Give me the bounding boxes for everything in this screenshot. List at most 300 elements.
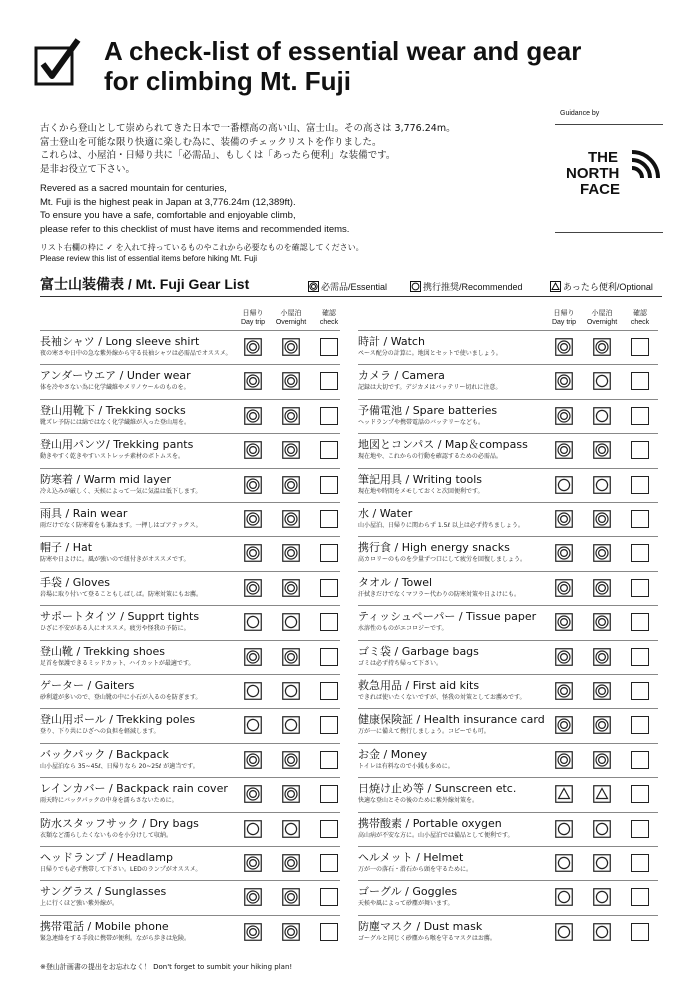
- check-box[interactable]: [631, 476, 649, 494]
- check-box[interactable]: [320, 785, 338, 803]
- gear-item-name: レインカバー / Backpack rain cover: [40, 782, 228, 796]
- intro-jp-line: 古くから登山として崇められてきた日本で一番標高の高い山、富士山。その高さは 3,776.24m。: [40, 123, 456, 134]
- gear-item-description: 体を冷やさない為に化学繊維やメリノウールのものを。: [40, 384, 190, 392]
- overnight-essential-icon: [593, 682, 611, 700]
- gear-item: [358, 915, 658, 949]
- gear-item: [40, 640, 340, 674]
- col-check-en-label: check: [630, 319, 650, 326]
- gear-item-description: 靴ズレ予防には綿ではなく化学繊維が入った登山用を。: [40, 418, 191, 426]
- check-box[interactable]: [320, 648, 338, 666]
- gear-item-description: 防寒や日よけに。風が強いので紐付きがオススメです。: [40, 556, 190, 564]
- gear-item: [358, 640, 658, 674]
- row-divider: [40, 846, 340, 847]
- check-box[interactable]: [631, 785, 649, 803]
- gear-item: [358, 502, 658, 536]
- check-box[interactable]: [320, 820, 338, 838]
- gear-item-name: 筆記用具 / Writing tools: [358, 472, 483, 486]
- overnight-recommended-icon: [282, 716, 300, 734]
- gear-item-description: 砂利道が多いので、登山靴の中に小石が入るのを防ぎます。: [40, 694, 202, 701]
- row-divider: [358, 915, 658, 916]
- gear-item-description: 冷え込みが厳しく、天候によって一気に気温は低下します。: [40, 487, 202, 495]
- gear-item: [358, 880, 658, 914]
- intro-japanese: [40, 122, 540, 176]
- row-divider: [40, 330, 340, 331]
- gear-item-description: 雨だけでなく防寒着をも兼ねます。一押しはゴアテックス。: [40, 522, 202, 529]
- row-divider: [358, 468, 658, 469]
- row-divider: [358, 812, 658, 813]
- row-divider: [358, 743, 658, 744]
- gear-item-name: 救急用品 / First aid kits: [358, 679, 480, 692]
- gear-item-description: 足首を保護できるミッドカット、ハイカットが最適です。: [40, 659, 195, 667]
- row-divider: [40, 812, 340, 813]
- gear-item: [358, 468, 658, 502]
- gear-item: [40, 915, 340, 949]
- gear-item-description: 雨天時にバックパックの中身を濡らさないために。: [40, 797, 178, 805]
- day-trip-recommended-icon: [555, 923, 573, 941]
- gear-item-name: 雨具 / Rain wear: [40, 507, 128, 520]
- gear-item-name: カメラ / Camera: [358, 369, 445, 383]
- col-overnight-en-label: Overnight: [586, 319, 618, 326]
- legend-recommended-label: 携行推奨/Recommended: [423, 282, 523, 292]
- row-divider: [40, 708, 340, 709]
- gear-item: [358, 708, 658, 742]
- brand-line-3: FACE: [580, 181, 621, 198]
- col-overnight-label: 小屋泊: [280, 310, 302, 317]
- day-trip-essential-icon: [244, 854, 262, 872]
- check-box[interactable]: [631, 648, 649, 666]
- gear-item-description: 緊急連絡をする手段に携帯が便利。ながら歩きは危険。: [40, 934, 191, 942]
- gear-item-name: 手袋 / Gloves: [40, 575, 111, 589]
- check-box[interactable]: [631, 923, 649, 941]
- check-box[interactable]: [631, 854, 649, 872]
- col-head-overnight-right: [582, 309, 622, 327]
- overnight-recommended-icon: [282, 613, 300, 631]
- day-trip-recommended-icon: [555, 888, 573, 906]
- gear-item-name: 携帯酸素 / Portable oxygen: [358, 816, 502, 830]
- intro-jp-line: これらは、小屋泊・日帰り共に「必需品」、もしくは「あったら便利」な装備です。: [40, 150, 396, 161]
- col-head-day-left: [233, 309, 273, 327]
- intro-text: [40, 122, 540, 264]
- essential-icon: [308, 281, 319, 292]
- row-divider: [358, 330, 658, 331]
- overnight-essential-icon: [282, 785, 300, 803]
- col-head-check-left: [309, 309, 349, 327]
- legend-optional: [550, 280, 653, 293]
- check-box[interactable]: [631, 372, 649, 390]
- day-trip-essential-icon: [244, 372, 262, 390]
- col-check-label: 確認: [633, 310, 647, 317]
- check-box[interactable]: [320, 716, 338, 734]
- gear-item-description: ヘッドランプや携帯電話のバッテリーなども。: [358, 418, 485, 426]
- overnight-essential-icon: [593, 338, 611, 356]
- col-overnight-en-label: Overnight: [275, 319, 307, 326]
- gear-item-name: お金 / Money: [358, 747, 428, 761]
- day-trip-essential-icon: [244, 544, 262, 562]
- gear-item: [40, 674, 340, 708]
- gear-list-title: 富士山装備表 / Mt. Fuji Gear List: [40, 276, 250, 292]
- gear-item: [40, 708, 340, 742]
- day-trip-essential-icon: [555, 510, 573, 528]
- gear-item: [358, 846, 658, 880]
- overnight-essential-icon: [593, 648, 611, 666]
- day-trip-essential-icon: [244, 923, 262, 941]
- footer-note: ※登山計画書の提出をお忘れなく！ Don't forget to sumbit your hiking plan!: [40, 963, 293, 971]
- overnight-recommended-icon: [593, 854, 611, 872]
- row-divider: [358, 502, 658, 503]
- overnight-essential-icon: [593, 716, 611, 734]
- overnight-essential-icon: [282, 544, 300, 562]
- day-trip-essential-icon: [555, 407, 573, 425]
- day-trip-optional-icon: [555, 785, 573, 803]
- check-box[interactable]: [320, 544, 338, 562]
- overnight-essential-icon: [593, 579, 611, 597]
- overnight-essential-icon: [593, 441, 611, 459]
- day-trip-essential-icon: [244, 648, 262, 666]
- overnight-essential-icon: [282, 854, 300, 872]
- gear-item: [40, 399, 340, 433]
- gear-item-name: 時計 / Watch: [358, 335, 425, 348]
- brand-logo-text: [566, 150, 620, 198]
- col-day-label: 日帰り: [553, 310, 575, 317]
- gear-item-description: 日帰りでも必ず携帯して下さい。LEDのランプがオススメ。: [40, 866, 202, 873]
- row-divider: [40, 743, 340, 744]
- gear-item: [358, 605, 658, 639]
- row-divider: [358, 846, 658, 847]
- gear-item-description: 登り、下り共にひざへの負担を軽減します。: [40, 728, 160, 736]
- gear-item-name: 予備電池 / Spare batteries: [358, 403, 498, 417]
- day-trip-essential-icon: [555, 682, 573, 700]
- day-trip-essential-icon: [244, 441, 262, 459]
- gear-item: [40, 433, 340, 467]
- row-divider: [358, 536, 658, 537]
- check-box[interactable]: [320, 476, 338, 494]
- row-divider: [358, 433, 658, 434]
- gear-item-description: 万が一の落石・滑石から頭を守るために。: [358, 866, 473, 873]
- gear-item-description: 山小屋泊、日帰りに関わらず 1.5ℓ 以上は必ず持ちましょう。: [358, 522, 524, 529]
- overnight-recommended-icon: [593, 407, 611, 425]
- overnight-essential-icon: [282, 579, 300, 597]
- gear-item-name: 水 / Water: [358, 507, 413, 520]
- intro-en-line: please refer to this checklist of must have items and recommended items.: [40, 223, 350, 235]
- row-divider: [40, 640, 340, 641]
- intro-english: [40, 182, 540, 236]
- gear-item: [40, 468, 340, 502]
- gear-item-name: 長袖シャツ / Long sleeve shirt: [40, 335, 200, 348]
- gear-item-name: 地図とコンパス / Map＆compass: [358, 438, 528, 452]
- gear-item: [358, 777, 658, 811]
- check-box[interactable]: [320, 372, 338, 390]
- day-trip-essential-icon: [244, 407, 262, 425]
- gear-item-description: 山小屋泊なら 35~45ℓ、日帰りなら 20~25ℓ が適当です。: [40, 762, 199, 770]
- guidance-label: Guidance by: [560, 110, 600, 117]
- gear-item-name: サポートタイツ / Supprt tights: [40, 610, 200, 624]
- gear-item-description: 快適な登山とその後のために紫外線対策を。: [358, 797, 479, 805]
- check-box[interactable]: [631, 888, 649, 906]
- overnight-essential-icon: [282, 888, 300, 906]
- gear-item-name: ヘルメット / Helmet: [358, 851, 464, 864]
- gear-item: [40, 880, 340, 914]
- overnight-recommended-icon: [282, 820, 300, 838]
- day-trip-essential-icon: [244, 579, 262, 597]
- day-trip-essential-icon: [555, 338, 573, 356]
- overnight-essential-icon: [282, 751, 300, 769]
- row-divider: [40, 433, 340, 434]
- row-divider: [40, 364, 340, 365]
- row-divider: [358, 605, 658, 606]
- note-english: Please review this list of essential items before hiking Mt. Fuji: [40, 254, 257, 263]
- overnight-essential-icon: [282, 372, 300, 390]
- row-divider: [358, 640, 658, 641]
- row-divider: [40, 777, 340, 778]
- check-box[interactable]: [631, 820, 649, 838]
- col-day-en-label: Day trip: [240, 319, 266, 326]
- gear-item-description: 現在地や、これからの行動を確認するための必需品。: [358, 453, 502, 461]
- day-trip-essential-icon: [555, 441, 573, 459]
- gear-item-name: 登山用ポール / Trekking poles: [40, 713, 196, 727]
- gear-item-description: ゴミは必ず持ち帰って下さい。: [358, 659, 443, 667]
- col-day-en-label: Day trip: [551, 319, 577, 326]
- brand-line-1: THE: [588, 149, 618, 166]
- row-divider: [358, 674, 658, 675]
- row-divider: [40, 605, 340, 606]
- gear-item: [358, 812, 658, 846]
- gear-item-description: 天候や風によって砂塵が舞います。: [358, 900, 454, 908]
- gear-item: [358, 571, 658, 605]
- overnight-essential-icon: [282, 407, 300, 425]
- gear-item-description: 夜の寒さや日中の急な紫外線から守る長袖シャツは必需品でオススメ。: [40, 350, 232, 357]
- gear-item: [358, 330, 658, 364]
- gear-item: [358, 743, 658, 777]
- day-trip-essential-icon: [555, 716, 573, 734]
- check-box[interactable]: [631, 510, 649, 528]
- checkbox-logo-icon: [34, 38, 82, 86]
- gear-item: [40, 502, 340, 536]
- gear-item-description: 上に行くほど強い紫外線が。: [40, 900, 119, 908]
- row-divider: [40, 880, 340, 881]
- col-check-label: 確認: [322, 310, 336, 317]
- row-divider: [358, 364, 658, 365]
- intro-jp-line: 富士登山を可能な限り快適に楽しむ為に、装備のチェックリストを作りました。: [40, 136, 382, 148]
- check-box[interactable]: [320, 854, 338, 872]
- gear-item-name: 登山用パンツ/ Trekking pants: [40, 438, 194, 452]
- gear-item-name: 登山用靴下 / Trekking socks: [40, 403, 186, 417]
- check-box[interactable]: [631, 682, 649, 700]
- gear-item: [358, 536, 658, 570]
- gear-item-name: 携帯電話 / Mobile phone: [40, 919, 169, 933]
- title-line-1: A check-list of essential wear and gear: [104, 36, 582, 66]
- gear-item-name: 登山靴 / Trekking shoes: [40, 644, 166, 658]
- check-box[interactable]: [320, 338, 338, 356]
- overnight-recommended-icon: [282, 682, 300, 700]
- row-divider: [40, 502, 340, 503]
- row-divider: [358, 708, 658, 709]
- gear-item-description: 動きやすく乾きやすいストレッチ素材のボトムスを。: [40, 453, 184, 461]
- gear-item-name: アンダーウエア / Under wear: [40, 369, 191, 383]
- brand-mark-icon: [628, 150, 662, 198]
- gear-item-description: 衣類など濡らしたくないものを小分けして収納。: [40, 831, 173, 839]
- day-trip-essential-icon: [555, 372, 573, 390]
- gear-list-divider: [40, 296, 662, 297]
- gear-item-name: ティッシュペーパー / Tissue paper: [358, 610, 537, 624]
- row-divider: [40, 915, 340, 916]
- overnight-essential-icon: [282, 338, 300, 356]
- day-trip-recommended-icon: [244, 613, 262, 631]
- row-divider: [40, 536, 340, 537]
- day-trip-essential-icon: [244, 888, 262, 906]
- check-box[interactable]: [631, 441, 649, 459]
- overnight-essential-icon: [282, 476, 300, 494]
- legend-optional-label: あったら便利/Optional: [563, 282, 653, 292]
- gear-item: [40, 330, 340, 364]
- gear-item-description: 記録は大切です。デジカメはバッテリー切れに注意。: [358, 384, 502, 392]
- gear-item-description: トイレは有料なので小銭も多めに。: [358, 762, 454, 770]
- check-box[interactable]: [631, 613, 649, 631]
- check-box[interactable]: [320, 682, 338, 700]
- row-divider: [358, 571, 658, 572]
- row-divider: [358, 880, 658, 881]
- check-box[interactable]: [631, 338, 649, 356]
- day-trip-recommended-icon: [555, 854, 573, 872]
- intro-en-line: Revered as a sacred mountain for centuries,: [40, 183, 227, 194]
- optional-icon: [550, 281, 561, 292]
- check-box[interactable]: [320, 441, 338, 459]
- overnight-recommended-icon: [593, 820, 611, 838]
- gear-item: [40, 571, 340, 605]
- gear-item: [40, 846, 340, 880]
- overnight-optional-icon: [593, 785, 611, 803]
- overnight-recommended-icon: [593, 476, 611, 494]
- day-trip-essential-icon: [244, 476, 262, 494]
- day-trip-essential-icon: [244, 785, 262, 803]
- gear-item-description: 高カロリーのものを少量ずつ口にして疲労を回復しましょう。: [358, 556, 527, 564]
- gear-item-description: 高山病が不安な方に。山小屋泊では備品として便利です。: [358, 831, 514, 839]
- check-box[interactable]: [320, 751, 338, 769]
- gear-item-description: ペース配分の計算に。地図とセットで使いましょう。: [358, 350, 502, 357]
- day-trip-recommended-icon: [244, 820, 262, 838]
- col-overnight-label: 小屋泊: [591, 310, 613, 317]
- gear-item: [40, 536, 340, 570]
- col-check-en-label: check: [319, 319, 339, 326]
- overnight-recommended-icon: [593, 888, 611, 906]
- gear-item-name: タオル / Towel: [358, 575, 433, 589]
- gear-item-description: できれば使いたくないですが、怪我の対策としてお薦めです。: [358, 694, 526, 701]
- day-trip-essential-icon: [555, 544, 573, 562]
- day-trip-recommended-icon: [244, 716, 262, 734]
- overnight-essential-icon: [282, 648, 300, 666]
- overnight-essential-icon: [593, 544, 611, 562]
- brand-divider: [555, 232, 663, 233]
- gear-item: [40, 777, 340, 811]
- day-trip-essential-icon: [555, 579, 573, 597]
- gear-item: [358, 433, 658, 467]
- day-trip-essential-icon: [555, 751, 573, 769]
- gear-item-description: 汗拭きだけでなくマフラー代わりの防寒対策や日よけにも。: [358, 590, 521, 598]
- check-box[interactable]: [320, 510, 338, 528]
- overnight-essential-icon: [282, 441, 300, 459]
- gear-item-name: サングラス / Sunglasses: [40, 885, 167, 899]
- recommended-icon: [410, 281, 421, 292]
- check-box[interactable]: [320, 407, 338, 425]
- page-title: [104, 36, 581, 96]
- day-trip-essential-icon: [244, 751, 262, 769]
- gear-item-name: 日焼け止め等 / Sunscreen etc.: [358, 782, 517, 796]
- gear-item-description: 現在地や時間をメモしておくと次回便利です。: [358, 487, 484, 495]
- check-box[interactable]: [320, 579, 338, 597]
- overnight-essential-icon: [593, 751, 611, 769]
- intro-en-line: Mt. Fuji is the highest peak in Japan at 3,776.24m (12,389ft).: [40, 196, 296, 208]
- gear-item-name: ゴーグル / Goggles: [358, 885, 458, 899]
- gear-item-description: 水溶性のものがエコロジーです。: [358, 625, 448, 633]
- legend-essential: [308, 280, 387, 293]
- row-divider: [40, 674, 340, 675]
- check-box[interactable]: [631, 716, 649, 734]
- row-divider: [40, 468, 340, 469]
- gear-item-name: ゴミ袋 / Garbage bags: [358, 644, 479, 658]
- row-divider: [40, 571, 340, 572]
- check-box[interactable]: [320, 923, 338, 941]
- gear-item: [40, 812, 340, 846]
- gear-item-name: 防寒着 / Warm mid layer: [40, 472, 172, 486]
- check-box[interactable]: [631, 751, 649, 769]
- day-trip-recommended-icon: [244, 682, 262, 700]
- gear-item-description: 岩場に取り付いて登ることもしばしば。防寒対策にもお薦。: [40, 590, 203, 598]
- gear-item-name: 帽子 / Hat: [40, 541, 93, 555]
- day-trip-recommended-icon: [555, 476, 573, 494]
- gear-item: [40, 605, 340, 639]
- gear-item: [40, 364, 340, 398]
- note-japanese: リスト右欄の枠に ✓ を入れて持っているものやこれから必要なものを確認してください。: [40, 243, 364, 252]
- row-divider: [358, 777, 658, 778]
- overnight-essential-icon: [282, 923, 300, 941]
- day-trip-essential-icon: [555, 648, 573, 666]
- gear-item-name: 防塵マスク / Dust mask: [358, 919, 483, 933]
- overnight-recommended-icon: [593, 923, 611, 941]
- gear-item-name: ヘッドランプ / Headlamp: [40, 851, 173, 864]
- gear-item-name: ゲーター / Gaiters: [40, 679, 135, 692]
- gear-item-description: ひざに不安がある人にオススメ。疲労や怪我の予防に。: [40, 625, 190, 633]
- col-head-check-right: [620, 309, 660, 327]
- gear-item-description: 万が一に備えて携行しましょう。コピーでも可。: [358, 728, 490, 736]
- gear-item-description: ゴーグルと同じく砂塵から喉を守るマスクはお薦。: [358, 934, 496, 942]
- overnight-essential-icon: [593, 510, 611, 528]
- check-box[interactable]: [631, 407, 649, 425]
- gear-item-name: バックパック / Backpack: [40, 747, 169, 761]
- overnight-essential-icon: [282, 510, 300, 528]
- gear-item: [358, 399, 658, 433]
- gear-item: [40, 743, 340, 777]
- legend-essential-label: 必需品/Essential: [321, 282, 388, 292]
- row-divider: [358, 399, 658, 400]
- col-day-label: 日帰り: [242, 310, 264, 317]
- check-box[interactable]: [320, 613, 338, 631]
- col-head-overnight-left: [271, 309, 311, 327]
- day-trip-recommended-icon: [555, 820, 573, 838]
- brand-line-2: NORTH: [566, 165, 620, 182]
- overnight-recommended-icon: [593, 372, 611, 390]
- check-box[interactable]: [320, 888, 338, 906]
- gear-item-name: 健康保険証 / Health insurance card: [358, 713, 545, 727]
- day-trip-essential-icon: [244, 510, 262, 528]
- intro-en-line: To ensure you have a safe, comfortable and enjoyable climb,: [40, 210, 296, 221]
- legend-recommended: [410, 280, 523, 293]
- row-divider: [40, 399, 340, 400]
- check-box[interactable]: [631, 579, 649, 597]
- gear-item-name: 防水スタッフサック / Dry bags: [40, 816, 199, 830]
- day-trip-essential-icon: [555, 613, 573, 631]
- check-box[interactable]: [631, 544, 649, 562]
- title-line-2: for climbing Mt. Fuji: [104, 66, 351, 96]
- day-trip-essential-icon: [244, 338, 262, 356]
